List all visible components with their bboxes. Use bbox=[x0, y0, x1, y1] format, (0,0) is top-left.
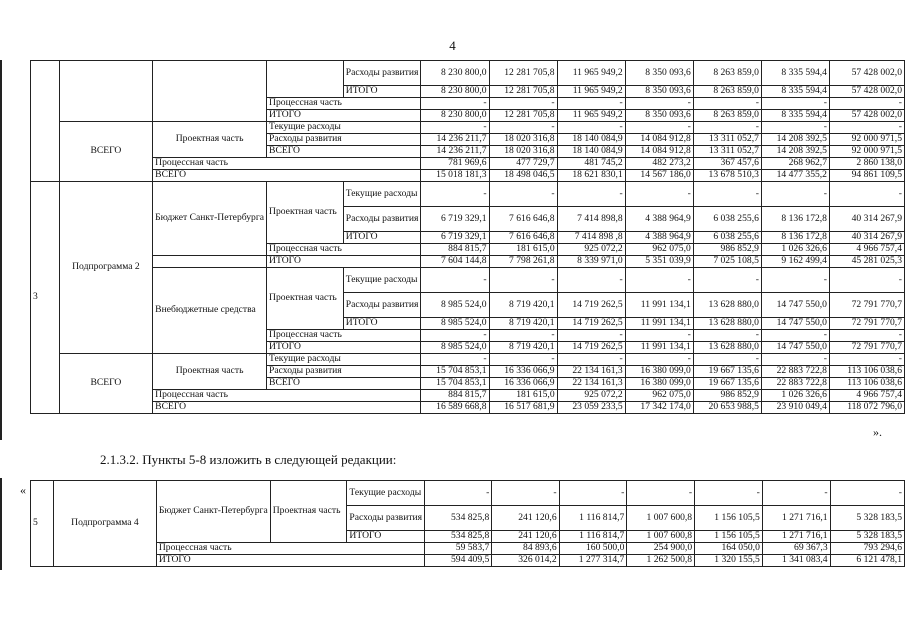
value-cell: 1 156 105,5 bbox=[695, 506, 763, 531]
group-label-vnebyudzhetnye: Внебюджетные средства bbox=[153, 268, 267, 354]
group-label-vsego: ВСЕГО bbox=[59, 122, 153, 182]
row-label: Расходы развития bbox=[343, 207, 421, 232]
value-cell: - bbox=[761, 268, 829, 293]
value-cell: 14 236 211,7 bbox=[421, 146, 489, 158]
value-cell: 16 380 099,0 bbox=[625, 366, 693, 378]
row-label: ИТОГО bbox=[267, 256, 421, 268]
value-cell: - bbox=[693, 354, 761, 366]
row-label: ИТОГО bbox=[267, 110, 421, 122]
group-label-proektnaya: Проектная часть bbox=[153, 122, 267, 158]
value-cell: 14 208 392,5 bbox=[761, 146, 829, 158]
value-cell: - bbox=[693, 268, 761, 293]
value-cell: - bbox=[761, 354, 829, 366]
value-cell: 594 409,5 bbox=[425, 555, 492, 567]
table-row bbox=[31, 170, 905, 182]
value-cell: - bbox=[557, 182, 625, 207]
value-cell: 57 428 002,0 bbox=[829, 110, 904, 122]
table-row bbox=[31, 122, 905, 134]
value-cell: 13 311 052,7 bbox=[693, 146, 761, 158]
row-label: Процессная часть bbox=[267, 244, 421, 256]
row-label: Процессная часть bbox=[153, 390, 421, 402]
value-cell: 18 498 046,5 bbox=[489, 170, 557, 182]
value-cell: - bbox=[761, 330, 829, 342]
value-cell: 326 014,2 bbox=[492, 555, 559, 567]
value-cell: 18 621 830,1 bbox=[557, 170, 625, 182]
table-row bbox=[31, 182, 905, 207]
value-cell: 1 026 326,6 bbox=[761, 390, 829, 402]
row-label: ИТОГО bbox=[156, 555, 424, 567]
row-label: Процессная часть bbox=[156, 543, 424, 555]
value-cell: 45 281 025,3 bbox=[829, 256, 904, 268]
value-cell: - bbox=[489, 182, 557, 207]
value-cell: - bbox=[557, 98, 625, 110]
value-cell: 6 719 329,1 bbox=[421, 207, 489, 232]
value-cell: 17 342 174,0 bbox=[625, 402, 693, 414]
value-cell: 113 106 038,6 bbox=[829, 366, 904, 378]
value-cell: - bbox=[693, 122, 761, 134]
group-label-proektnaya: Проектная часть bbox=[267, 182, 344, 244]
value-cell: 59 583,7 bbox=[425, 543, 492, 555]
value-cell: 4 388 964,9 bbox=[625, 207, 693, 232]
value-cell: 962 075,0 bbox=[625, 244, 693, 256]
table-row bbox=[31, 158, 905, 170]
value-cell: - bbox=[557, 122, 625, 134]
value-cell: 6 719 329,1 bbox=[421, 232, 489, 244]
value-cell: - bbox=[489, 98, 557, 110]
value-cell: 181 615,0 bbox=[489, 244, 557, 256]
value-cell: - bbox=[625, 330, 693, 342]
value-cell: 14 719 262,5 bbox=[557, 293, 625, 318]
row-label: Текущие расходы bbox=[343, 182, 421, 207]
value-cell: 1 156 105,5 bbox=[695, 531, 763, 543]
value-cell: 11 991 134,1 bbox=[625, 318, 693, 330]
group-label-proektnaya: Проектная часть bbox=[270, 481, 347, 543]
value-cell: 19 667 135,6 bbox=[693, 366, 761, 378]
value-cell: - bbox=[421, 354, 489, 366]
row-label: ВСЕГО bbox=[267, 146, 421, 158]
table-row bbox=[31, 543, 905, 555]
value-cell: 7 616 646,8 bbox=[489, 207, 557, 232]
value-cell: - bbox=[421, 122, 489, 134]
value-cell: 8 335 594,4 bbox=[761, 61, 829, 86]
value-cell: 986 852,9 bbox=[693, 390, 761, 402]
value-cell: 8 230 800,0 bbox=[421, 61, 489, 86]
value-cell: 23 910 049,4 bbox=[761, 402, 829, 414]
table-row bbox=[31, 354, 905, 366]
table-row bbox=[31, 481, 905, 506]
value-cell: 14 477 355,2 bbox=[761, 170, 829, 182]
value-cell: 12 281 705,8 bbox=[489, 110, 557, 122]
value-cell: 986 852,9 bbox=[693, 244, 761, 256]
value-cell: 18 140 084,9 bbox=[557, 134, 625, 146]
value-cell: 16 380 099,0 bbox=[625, 378, 693, 390]
group-label-proektnaya: Проектная часть bbox=[267, 268, 344, 330]
value-cell: 22 134 161,3 bbox=[557, 366, 625, 378]
row-label: Расходы развития bbox=[267, 366, 421, 378]
value-cell: 8 263 859,0 bbox=[693, 61, 761, 86]
row-label: ВСЕГО bbox=[153, 170, 421, 182]
value-cell: 8 339 971,0 bbox=[557, 256, 625, 268]
value-cell: 14 719 262,5 bbox=[557, 342, 625, 354]
value-cell: - bbox=[695, 481, 763, 506]
value-cell: - bbox=[829, 122, 904, 134]
value-cell: 8 350 093,6 bbox=[625, 110, 693, 122]
row-label: ИТОГО bbox=[343, 318, 421, 330]
value-cell: 962 075,0 bbox=[625, 390, 693, 402]
value-cell: 18 020 316,8 bbox=[489, 134, 557, 146]
value-cell: - bbox=[829, 354, 904, 366]
value-cell: - bbox=[830, 481, 904, 506]
value-cell: 11 991 134,1 bbox=[625, 293, 693, 318]
value-cell: - bbox=[489, 122, 557, 134]
value-cell: 11 965 949,2 bbox=[557, 61, 625, 86]
value-cell: 164 050,0 bbox=[695, 543, 763, 555]
value-cell: - bbox=[693, 98, 761, 110]
value-cell: 14 084 912,8 bbox=[625, 146, 693, 158]
value-cell: 7 414 898 ,8 bbox=[557, 232, 625, 244]
value-cell: 12 281 705,8 bbox=[489, 61, 557, 86]
value-cell: 8 230 800,0 bbox=[421, 110, 489, 122]
value-cell: 8 350 093,6 bbox=[625, 61, 693, 86]
row-number: 5 bbox=[31, 481, 54, 567]
value-cell: - bbox=[693, 330, 761, 342]
value-cell: 6 038 255,6 bbox=[693, 232, 761, 244]
value-cell: 118 072 796,0 bbox=[829, 402, 904, 414]
value-cell: 12 281 705,8 bbox=[489, 86, 557, 98]
row-label: Процессная часть bbox=[267, 98, 421, 110]
group-label-podprogramma-4: Подпрограмма 4 bbox=[54, 481, 157, 567]
row-label: Текущие расходы bbox=[267, 354, 421, 366]
value-cell: - bbox=[557, 330, 625, 342]
value-cell: 69 367,3 bbox=[762, 543, 830, 555]
value-cell: 72 791 770,7 bbox=[829, 318, 904, 330]
value-cell: 5 328 183,5 bbox=[830, 531, 904, 543]
value-cell: - bbox=[492, 481, 559, 506]
value-cell: 1 271 716,1 bbox=[762, 506, 830, 531]
value-cell: 13 311 052,7 bbox=[693, 134, 761, 146]
value-cell: 57 428 002,0 bbox=[829, 86, 904, 98]
value-cell: - bbox=[421, 268, 489, 293]
value-cell: - bbox=[693, 182, 761, 207]
value-cell: 7 798 261,8 bbox=[489, 256, 557, 268]
value-cell: 15 018 181,3 bbox=[421, 170, 489, 182]
value-cell: - bbox=[762, 481, 830, 506]
value-cell: 92 000 971,5 bbox=[829, 134, 904, 146]
page-number: 4 bbox=[449, 38, 456, 53]
value-cell: 15 704 853,1 bbox=[421, 366, 489, 378]
value-cell: 241 120,6 bbox=[492, 531, 559, 543]
value-cell: 8 985 524,0 bbox=[421, 318, 489, 330]
value-cell: 534 825,8 bbox=[425, 506, 492, 531]
value-cell: - bbox=[625, 268, 693, 293]
value-cell: 7 604 144,8 bbox=[421, 256, 489, 268]
row-label: ИТОГО bbox=[347, 531, 425, 543]
value-cell: 1 341 083,4 bbox=[762, 555, 830, 567]
row-label: ИТОГО bbox=[267, 342, 421, 354]
table-row bbox=[31, 555, 905, 567]
value-cell: 884 815,7 bbox=[421, 390, 489, 402]
value-cell: 22 883 722,8 bbox=[761, 378, 829, 390]
row-number: 3 bbox=[31, 182, 60, 414]
value-cell: - bbox=[489, 268, 557, 293]
value-cell: - bbox=[761, 122, 829, 134]
value-cell: 113 106 038,6 bbox=[829, 378, 904, 390]
row-label: Процессная часть bbox=[153, 158, 421, 170]
value-cell: 14 567 186,0 bbox=[625, 170, 693, 182]
row-label: ВСЕГО bbox=[267, 378, 421, 390]
value-cell: 22 134 161,3 bbox=[557, 378, 625, 390]
value-cell: 16 336 066,9 bbox=[489, 378, 557, 390]
table-row bbox=[31, 390, 905, 402]
value-cell: 14 747 550,0 bbox=[761, 342, 829, 354]
value-cell: 94 861 109,5 bbox=[829, 170, 904, 182]
value-cell: - bbox=[489, 354, 557, 366]
value-cell: 13 678 510,3 bbox=[693, 170, 761, 182]
value-cell: 8 136 172,8 bbox=[761, 207, 829, 232]
value-cell: 884 815,7 bbox=[421, 244, 489, 256]
value-cell: 925 072,2 bbox=[557, 390, 625, 402]
value-cell: 781 969,6 bbox=[421, 158, 489, 170]
quote-open: « bbox=[20, 483, 26, 497]
value-cell: 1 026 326,6 bbox=[761, 244, 829, 256]
value-cell: - bbox=[627, 481, 695, 506]
value-cell: 6 038 255,6 bbox=[693, 207, 761, 232]
value-cell: 22 883 722,8 bbox=[761, 366, 829, 378]
value-cell: 925 072,2 bbox=[557, 244, 625, 256]
value-cell: 8 719 420,1 bbox=[489, 342, 557, 354]
value-cell: 8 263 859,0 bbox=[693, 86, 761, 98]
page-left-edge-lower bbox=[0, 478, 2, 570]
group-label-byudzhet: Бюджет Санкт-Петербурга bbox=[156, 481, 270, 543]
value-cell: 1 277 314,7 bbox=[559, 555, 627, 567]
value-cell: 181 615,0 bbox=[489, 390, 557, 402]
value-cell: 72 791 770,7 bbox=[829, 293, 904, 318]
value-cell: 13 628 880,0 bbox=[693, 318, 761, 330]
value-cell: 8 985 524,0 bbox=[421, 342, 489, 354]
row-label: ВСЕГО bbox=[153, 402, 421, 414]
value-cell: 13 628 880,0 bbox=[693, 293, 761, 318]
group-label-vsego: ВСЕГО bbox=[59, 354, 153, 414]
value-cell: 14 208 392,5 bbox=[761, 134, 829, 146]
value-cell: - bbox=[761, 182, 829, 207]
value-cell: 1 320 155,5 bbox=[695, 555, 763, 567]
section-heading: 2.1.3.2. Пункты 5-8 изложить в следующей редакции: bbox=[100, 452, 397, 467]
value-cell: 57 428 002,0 bbox=[829, 61, 904, 86]
value-cell: 11 965 949,2 bbox=[557, 86, 625, 98]
value-cell: 481 745,2 bbox=[557, 158, 625, 170]
value-cell: 160 500,0 bbox=[559, 543, 627, 555]
table-row bbox=[31, 402, 905, 414]
value-cell: 8 263 859,0 bbox=[693, 110, 761, 122]
value-cell: - bbox=[829, 330, 904, 342]
value-cell: - bbox=[557, 268, 625, 293]
value-cell: 84 893,6 bbox=[492, 543, 559, 555]
value-cell: 482 273,2 bbox=[625, 158, 693, 170]
value-cell: 18 020 316,8 bbox=[489, 146, 557, 158]
value-cell: - bbox=[421, 330, 489, 342]
table-row bbox=[31, 268, 905, 293]
value-cell: 14 719 262,5 bbox=[557, 318, 625, 330]
value-cell: - bbox=[761, 98, 829, 110]
value-cell: 268 962,7 bbox=[761, 158, 829, 170]
value-cell: - bbox=[829, 268, 904, 293]
value-cell: 6 121 478,1 bbox=[830, 555, 904, 567]
value-cell: 1 262 500,8 bbox=[627, 555, 695, 567]
value-cell: 1 007 600,8 bbox=[627, 506, 695, 531]
value-cell: 241 120,6 bbox=[492, 506, 559, 531]
value-cell: 9 162 499,4 bbox=[761, 256, 829, 268]
value-cell: 11 965 949,2 bbox=[557, 110, 625, 122]
row-label: Текущие расходы bbox=[347, 481, 425, 506]
row-label: Расходы развития bbox=[343, 293, 421, 318]
row-label: Процессная часть bbox=[267, 330, 421, 342]
value-cell: 4 966 757,4 bbox=[829, 390, 904, 402]
value-cell: 16 517 681,9 bbox=[489, 402, 557, 414]
value-cell: 8 350 093,6 bbox=[625, 86, 693, 98]
value-cell: 20 653 988,5 bbox=[693, 402, 761, 414]
value-cell: - bbox=[421, 182, 489, 207]
budget-table-subprogram-4 bbox=[30, 480, 905, 567]
quote-close: ». bbox=[873, 425, 882, 439]
value-cell: 72 791 770,7 bbox=[829, 342, 904, 354]
value-cell: 8 230 800,0 bbox=[421, 86, 489, 98]
group-label-proektnaya: Проектная часть bbox=[153, 354, 267, 390]
value-cell: 2 860 138,0 bbox=[829, 158, 904, 170]
value-cell: - bbox=[625, 98, 693, 110]
value-cell: 18 140 084,9 bbox=[557, 146, 625, 158]
value-cell: 477 729,7 bbox=[489, 158, 557, 170]
value-cell: 793 294,6 bbox=[830, 543, 904, 555]
value-cell: 40 314 267,9 bbox=[829, 207, 904, 232]
value-cell: 8 719 420,1 bbox=[489, 318, 557, 330]
value-cell: 8 136 172,8 bbox=[761, 232, 829, 244]
value-cell: 4 388 964,9 bbox=[625, 232, 693, 244]
value-cell: 92 000 971,5 bbox=[829, 146, 904, 158]
value-cell: - bbox=[425, 481, 492, 506]
value-cell: 8 335 594,4 bbox=[761, 86, 829, 98]
page-left-edge bbox=[0, 60, 2, 440]
group-label-byudzhet: Бюджет Санкт-Петербурга bbox=[153, 182, 267, 256]
row-label: Расходы развития bbox=[347, 506, 425, 531]
value-cell: 1 116 814,7 bbox=[559, 531, 627, 543]
value-cell: 14 084 912,8 bbox=[625, 134, 693, 146]
row-label: Расходы развития bbox=[267, 134, 421, 146]
value-cell: - bbox=[421, 98, 489, 110]
value-cell: 7 414 898,8 bbox=[557, 207, 625, 232]
value-cell: 1 271 716,1 bbox=[762, 531, 830, 543]
value-cell: 8 335 594,4 bbox=[761, 110, 829, 122]
value-cell: 7 025 108,5 bbox=[693, 256, 761, 268]
value-cell: - bbox=[557, 354, 625, 366]
value-cell: - bbox=[829, 182, 904, 207]
value-cell: 5 328 183,5 bbox=[830, 506, 904, 531]
row-label: ИТОГО bbox=[343, 232, 421, 244]
value-cell: 8 985 524,0 bbox=[421, 293, 489, 318]
value-cell: - bbox=[625, 354, 693, 366]
value-cell: 534 825,8 bbox=[425, 531, 492, 543]
table-row bbox=[31, 256, 905, 268]
value-cell: 7 616 646,8 bbox=[489, 232, 557, 244]
value-cell: 4 966 757,4 bbox=[829, 244, 904, 256]
value-cell: 16 336 066,9 bbox=[489, 366, 557, 378]
group-label-podprogramma-2: Подпрограмма 2 bbox=[59, 182, 153, 354]
value-cell: 11 991 134,1 bbox=[625, 342, 693, 354]
row-label: Текущие расходы bbox=[343, 268, 421, 293]
budget-table-main bbox=[30, 60, 905, 414]
value-cell: 5 351 039,9 bbox=[625, 256, 693, 268]
value-cell: 40 314 267,9 bbox=[829, 232, 904, 244]
value-cell: 14 747 550,0 bbox=[761, 293, 829, 318]
value-cell: 8 719 420,1 bbox=[489, 293, 557, 318]
value-cell: - bbox=[625, 182, 693, 207]
value-cell: 15 704 853,1 bbox=[421, 378, 489, 390]
value-cell: 1 007 600,8 bbox=[627, 531, 695, 543]
value-cell: 367 457,6 bbox=[693, 158, 761, 170]
value-cell: 14 747 550,0 bbox=[761, 318, 829, 330]
row-label: Текущие расходы bbox=[267, 122, 421, 134]
row-label: ИТОГО bbox=[343, 86, 421, 98]
value-cell: 19 667 135,6 bbox=[693, 378, 761, 390]
value-cell: 13 628 880,0 bbox=[693, 342, 761, 354]
value-cell: 254 900,0 bbox=[627, 543, 695, 555]
value-cell: 1 116 814,7 bbox=[559, 506, 627, 531]
value-cell: - bbox=[625, 122, 693, 134]
value-cell: 16 589 668,8 bbox=[421, 402, 489, 414]
row-label: Расходы развития bbox=[343, 61, 421, 86]
value-cell: 23 059 233,5 bbox=[557, 402, 625, 414]
value-cell: 14 236 211,7 bbox=[421, 134, 489, 146]
value-cell: - bbox=[489, 330, 557, 342]
value-cell: - bbox=[559, 481, 627, 506]
table-row bbox=[31, 61, 905, 86]
value-cell: - bbox=[829, 98, 904, 110]
